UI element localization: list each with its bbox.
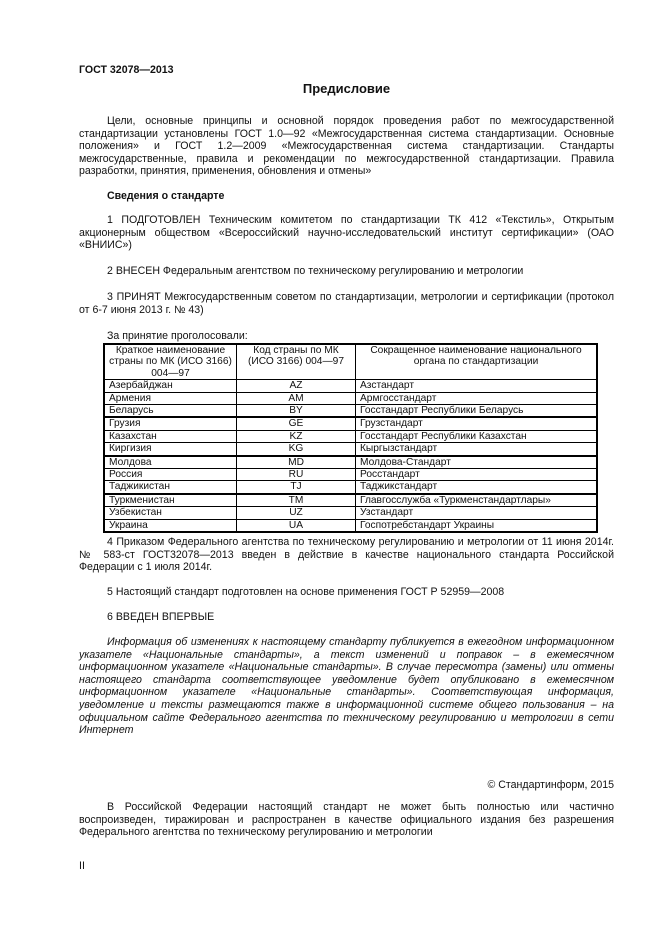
table-row — [104, 430, 597, 442]
column-header: Краткое наименование страны по МК (ИСО 3166) 004—97 — [104, 344, 237, 380]
country-name: Казахстан — [104, 430, 237, 442]
standards-body: Молдова-Стандарт — [356, 456, 598, 469]
country-code: TM — [237, 494, 356, 507]
standards-body: Госпотребстандарт Украины — [356, 519, 598, 532]
standards-body: Грузстандарт — [356, 417, 598, 430]
country-name: Киргизия — [104, 443, 237, 456]
item-4: 4 Приказом Федерального агентства по техническому регулированию и метрологии от 11 июня 2014г. № 583-ст ГОСТ32078—2013 введен в действие в качестве национального стандарта Российской Федерации с 1 июля 2014г. — [79, 536, 614, 574]
country-code: BY — [237, 405, 356, 418]
item-5: 5 Настоящий стандарт подготовлен на основе применения ГОСТ Р 52959—2008 — [107, 586, 505, 598]
country-name: Россия — [104, 469, 237, 481]
country-code: AZ — [237, 380, 356, 392]
section-heading: Сведения о стандарте — [107, 190, 225, 202]
voting-table — [103, 343, 598, 533]
table-row — [104, 405, 597, 418]
table-row — [104, 494, 597, 507]
table-row — [104, 507, 597, 519]
amendment-info: Информация об изменениях к настоящему стандарту публикуется в ежегодном информационном указателе «Национальные стандарты», а текст изменений и поправок – в ежемесячном информационном указателе «Национальные стандарты». В случае пересмотра (замены) или отмены настоящего стандарта соответствующее уведомление будет опубликовано в ежемесячном информационном указателе «Национальные стандарты». Соответствующая информация, уведомление и тексты размещаются также в информационной системе общего пользования – на официальном сайте Федерального агентства по техническому регулированию и метрологии в сети Интернет — [79, 636, 614, 737]
standards-body: Узстандарт — [356, 507, 598, 519]
page-title: Предисловие — [302, 81, 391, 96]
country-name: Азербайджан — [104, 380, 237, 392]
country-name: Таджикистан — [104, 481, 237, 494]
standards-body: Азстандарт — [356, 380, 598, 392]
item-3: 3 ПРИНЯТ Межгосударственным советом по стандартизации, метрологии и сертификации (протокол от 6-7 июня 2013 г. № 43) — [79, 291, 614, 316]
table-row — [104, 519, 597, 532]
item-2: 2 ВНЕСЕН Федеральным агентством по техническому регулированию и метрологии — [107, 265, 524, 277]
reproduction-notice: В Российской Федерации настоящий стандарт не может быть полностью или частично воспроизведен, тиражирован и распространен в качестве официального издания без разрешения Федерального агентства по техническому регулированию и метрологии — [79, 801, 614, 839]
standards-body: Армгосстандарт — [356, 392, 598, 404]
column-header: Код страны по МК (ИСО 3166) 004—97 — [237, 344, 356, 380]
country-code: KG — [237, 443, 356, 456]
standards-body: Главгосслужба «Туркменстандартлары» — [356, 494, 598, 507]
intro-paragraph: Цели, основные принципы и основной порядок проведения работ по межгосударственной стандартизации установлены ГОСТ 1.0—92 «Межгосударственная система стандартизации. Основные положения» и ГОСТ 1.2—2009 «Межгосударственная система стандартизации. Стандарты межгосударственные, правила и рекомендации по межгосударственной стандартизации. Правила разработки, принятия, применения, обновления и отмены» — [79, 115, 614, 178]
country-name: Молдова — [104, 456, 237, 469]
country-code: TJ — [237, 481, 356, 494]
page-number: II — [79, 860, 85, 872]
country-code: KZ — [237, 430, 356, 442]
table-row — [104, 443, 597, 456]
standards-body: Таджикстандарт — [356, 481, 598, 494]
table-row — [104, 380, 597, 392]
table-row — [104, 469, 597, 481]
document-header: ГОСТ 32078—2013 — [79, 64, 174, 76]
item-1: 1 ПОДГОТОВЛЕН Техническим комитетом по стандартизации ТК 412 «Текстиль», Открытым акционерным обществом «Всероссийский научно-исследовательский институт сертификации» (ОАО «ВНИИС») — [79, 214, 614, 252]
column-header: Сокращенное наименование национального органа по стандартизации — [356, 344, 598, 380]
standards-body: Кыргызстандарт — [356, 443, 598, 456]
country-name: Узбекистан — [104, 507, 237, 519]
table-row — [104, 417, 597, 430]
table-row — [104, 481, 597, 494]
country-code: RU — [237, 469, 356, 481]
table-row — [104, 456, 597, 469]
country-name: Армения — [104, 392, 237, 404]
standards-body: Росстандарт — [356, 469, 598, 481]
country-code: UA — [237, 519, 356, 532]
standards-body: Госстандарт Республики Беларусь — [356, 405, 598, 418]
item-6: 6 ВВЕДЕН ВПЕРВЫЕ — [107, 611, 215, 623]
country-name: Беларусь — [104, 405, 237, 418]
country-name: Грузия — [104, 417, 237, 430]
country-name: Туркменистан — [104, 494, 237, 507]
country-code: AM — [237, 392, 356, 404]
country-code: GE — [237, 417, 356, 430]
standards-body: Госстандарт Республики Казахстан — [356, 430, 598, 442]
copyright: © Стандартинформ, 2015 — [487, 779, 614, 791]
table-row — [104, 392, 597, 404]
country-code: UZ — [237, 507, 356, 519]
country-code: MD — [237, 456, 356, 469]
vote-label: За принятие проголосовали: — [107, 330, 248, 342]
country-name: Украина — [104, 519, 237, 532]
